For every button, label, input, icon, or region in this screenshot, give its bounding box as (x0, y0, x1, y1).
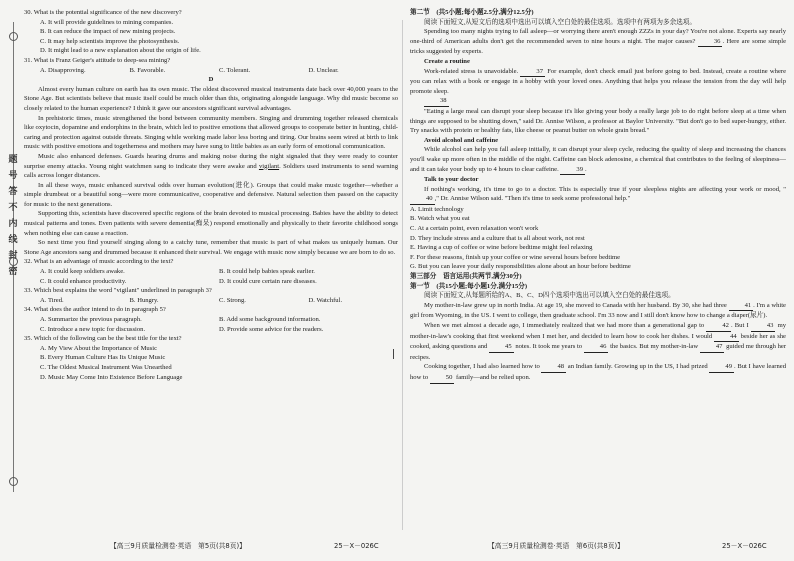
text: family—and be relied upon. (456, 373, 531, 381)
blank-43[interactable]: 43 (751, 321, 776, 332)
paragraph (24, 152, 398, 181)
text-cursor (393, 349, 394, 359)
left-page (24, 8, 398, 382)
option: D. They include stress and a culture that is all about work, not rest (410, 234, 585, 242)
text: ," Dr. Annise Wilson said. "Then it's time to seek some professional help." (434, 195, 631, 203)
option: C. The Oldest Musical Instrument Was Unearthed (40, 363, 172, 371)
text: If nothing's working, it's time to go to a doctor. This is especially true if your sleepless nights are affecting your work or mood, " (424, 185, 786, 193)
paragraph (410, 145, 786, 175)
option: B. It could help babies speak earlier. (219, 268, 315, 276)
question-31: 31. What is Franz Geiger's attitude to deep-sea mining? (24, 56, 171, 64)
text: My mother-in-law grew up in north India. At age 19, she moved to Canada with her husband. By 30, she had three (424, 301, 727, 309)
footer-right-code: 25－X－026C (722, 542, 767, 550)
text: . I'm a white girl from Wyoming, in the US. I went to college, then graduate school. I'm 33 now and I still don't know how to change a diaper(尿片). (410, 301, 786, 320)
paragraph (410, 301, 786, 321)
part-title: 第三部分 语言运用(共两节,满分30分) (410, 273, 522, 281)
option: D. Music May Come Into Existence Before Language (40, 373, 183, 381)
seal-text (6, 152, 20, 280)
binding-strip (6, 22, 20, 492)
option: C. Strong. (219, 296, 246, 304)
option: A. My View About the Importance of Music (40, 344, 158, 352)
option: B. Every Human Culture Has Its Unique Music (40, 354, 166, 362)
instructions: 阅读下面短文,从每题所给的A、B、C、D四个选项中选出可以填入空白处的最佳选项。 (424, 292, 675, 300)
option: C. It may help scientists improve the photosynthesis. (40, 37, 180, 45)
blank-46[interactable]: 46 (584, 342, 609, 353)
blank-heading-line (410, 96, 786, 107)
option: A. Summarize the previous paragraph. (40, 316, 142, 323)
text: guided me through her recipes. (410, 343, 787, 361)
option-row (24, 325, 398, 335)
option: C. Introduce a new topic for discussion. (40, 325, 146, 333)
underlined-word: vigilant (258, 162, 280, 170)
passage-letter: D (208, 76, 214, 84)
seal-char: 密 (8, 267, 18, 277)
subheading: Create a routine (424, 57, 470, 65)
seal-char: 封 (8, 251, 18, 261)
blank-45[interactable]: 45 (489, 342, 514, 353)
text: . But I have learned how to (410, 363, 786, 381)
text: beside her as she cooked, asking questions and (410, 332, 786, 351)
paragraph (410, 27, 786, 57)
text: . (722, 37, 727, 45)
text: an Indian family. Growing up in the US, I had prized (567, 363, 708, 371)
option: B. Favorable. (129, 66, 166, 74)
option: G. But you can leave your daily responsibilities alone about an hour before bedtime (410, 263, 631, 271)
text: Spending too many nights trying to fall asleep—or worrying there aren't enough ZZZs in your day? You're not alone. Experts say nearly one-third of American adults don't get the recommended seven to nine hours a night. The major causes? (410, 28, 786, 45)
option: A. Limit technology (410, 205, 464, 213)
blank-42[interactable]: 42 (706, 321, 731, 332)
paragraph (410, 67, 786, 97)
page-divider (402, 20, 403, 530)
option-row (24, 296, 398, 306)
paragraph (410, 362, 786, 383)
text: . But I (730, 322, 749, 329)
seal-char: 内 (8, 219, 18, 229)
text: Here are some simple tricks suggested by experts. (410, 37, 786, 56)
option-row (24, 277, 398, 287)
option: C. Tolerant. (219, 66, 251, 74)
seal-char: 线 (8, 235, 18, 245)
option: A. Tired. (40, 296, 64, 304)
option: C. At a certain point, even relaxation won't work (410, 225, 539, 233)
blank-37[interactable]: 37 (520, 67, 545, 78)
option: D. It could cure certain rare diseases. (219, 277, 317, 285)
text: . Soldiers used instruments to send warning calls across longer distances. (24, 162, 398, 180)
seal-char: 答 (8, 187, 18, 197)
blank-41[interactable]: 41 (729, 301, 754, 312)
option: D. Unclear. (308, 66, 339, 74)
option: B. Watch what you eat (410, 215, 470, 223)
seal-char: 题 (8, 155, 18, 165)
footer-right-title: 【高三9月质量检测卷·英语 第6页(共8页)】 (488, 542, 624, 550)
option: D. Watchful. (308, 296, 343, 304)
question-33: 33. Which best explains the word "vigilant" underlined in paragraph 3? (24, 287, 212, 295)
text: my mother-in-law's cooking that first weekend when I met her, and decided to learn how to cook her dishes. I would (410, 322, 786, 340)
text: When we met almost a decade ago, I immediately realized that we had more than a generational gap to (424, 322, 705, 329)
blank-44[interactable]: 44 (714, 332, 739, 343)
text: Music also enhanced defenses. Guards hearing drums and making noise during the night signaled that they were ready to counter surprise enemy attacks. Young night watchmen sang to indicate they were awake and (24, 152, 398, 170)
text: the basics. But my mother-in-law (610, 343, 699, 351)
blank-36[interactable]: 36 (698, 37, 723, 48)
blank-50[interactable]: 50 (430, 373, 455, 384)
binding-hole (9, 477, 18, 486)
option: A. Disapproving. (40, 66, 86, 74)
blank-47[interactable]: 47 (700, 342, 725, 353)
paragraph: So next time you find yourself singing along to a catchy tune, remember that music is part of what makes us uniquely human. Our Stone Age ancestors sang and drummed because it enhanced their survival. We engage with music now simply because we are born to do so. (24, 239, 398, 256)
paragraph: Almost every human culture on earth has its own music. The oldest discovered musical instruments date back over 40,000 years to the Stone Age. But scientists believe that music itself could be much older than this, originating alongside language. Why did music become so closely related to the human experience? I think it gave our ancestors significant survival advantages. (24, 85, 398, 112)
binding-hole (9, 32, 18, 41)
subheading: Avoid alcohol and caffeine (424, 136, 499, 144)
paragraph: In prehistoric times, music strengthened the bond between community members. Singing and drumming together released chemicals like oxytocin, dopamine and endorphins in the brain, which led to positive emotions that allowed groups to cooperate better in hunting, child-caring and protection against outside threats. Singing while working made labor less boring and tiring. Our brains seem wired at birth to link music with positive emotions and togetherness and mothers may have sung to little babies as an early form of emotional communication. (24, 114, 398, 151)
text: . (585, 165, 587, 173)
question-34: 34. What does the author intend to do in paragraph 5? (24, 306, 166, 314)
option: F. For these reasons, finish up your coffee or wine several hours before bedtime (410, 253, 621, 261)
instructions: 阅读下面短文,从短文后的选项中选出可以填入空白处的最佳选项。选项中有两项为多余选项。 (424, 18, 696, 26)
question-32: 32. What is an advantage of music according to the text? (24, 258, 174, 266)
paragraph (410, 185, 786, 205)
subheading: Talk to your doctor (424, 176, 479, 184)
option: B. Add some background information. (219, 316, 321, 323)
text: For example, don't check email just before going to bed. Instead, create a routine where you can relax with a book or engage in a hobby with your loved ones. Anything that helps you release the tension from the day will help promote sleep. (410, 67, 787, 95)
seal-char: 不 (8, 203, 18, 213)
paragraph: "Eating a large meal can disrupt your sleep because it's like giving your body a really large job to do right before sleep at a time when things are supposed to be shutting down," said Dr. Annise Wilson, a professor at Baylor University. "But don't go to bed super-hungry, either. Try snacks with protein or healthy fats, like cheese or peanut butter on whole grain bread." (410, 107, 786, 135)
right-page (410, 8, 786, 384)
seal-char: 号 (8, 171, 18, 181)
blank-48[interactable]: 48 (541, 362, 566, 373)
question-30: 30. What is the potential significance of the new discovery? (24, 9, 182, 16)
option: E. Having a cup of coffee or wine before bedtime might feel relaxing (410, 244, 593, 252)
option: C. It could enhance productivity. (40, 277, 127, 285)
option: A. It could keep soldiers awake. (40, 268, 125, 276)
paragraph: Supporting this, scientists have discovered specific regions of the brain devoted to musical processing. Babies have the ability to detect musical patterns and tones. Even patients with severe dementia(痴呆) respond emotionally and physically to their favorite childhood songs when nothing else can cause a reaction. (24, 210, 398, 237)
option: D. Provide some advice for the readers. (219, 325, 324, 333)
text: notes. It took me years to (515, 343, 583, 351)
option-row (24, 315, 398, 325)
paragraph (410, 321, 786, 362)
paragraph: In all these ways, music enhanced survival odds over human evolution(进化). Groups that could make music together—whether a simple drumbeat or a beautiful song—were more communicative, cooperative and defensive. Natural selection then passed on the capacity for music to the next generations. (24, 181, 398, 208)
option: B. Hungry. (129, 296, 159, 304)
option: B. It can reduce the impact of new mining projects. (40, 28, 176, 36)
text: Cooking together, I had also learned how to (424, 363, 540, 371)
option-row (24, 267, 398, 277)
text: While alcohol can help you fall asleep initially, it can disrupt your sleep cycle, reducing the quality of sleep and increasing the chances you'll wake up more often in the middle of the night. Caffeine can block adenosine, a chemical that contributes to the feeling of sleepiness—and it can take your body up to 4 hours to clear caffeine. (410, 146, 786, 173)
option-row (24, 66, 398, 76)
blank-40[interactable]: 40 (410, 194, 435, 205)
text: Work-related stress is unavoidable. (424, 67, 519, 75)
section-title: 第一节 (共15小题;每小题1分,满分15分) (410, 282, 528, 290)
question-35: 35. Which of the following can be the best title for the text? (24, 335, 182, 343)
footer-left-title: 【高三9月质量检测卷·英语 第5页(共8页)】 (110, 542, 246, 550)
blank-39[interactable]: 39 (560, 165, 585, 176)
option: D. It might lead to a new explanation about the origin of life. (40, 47, 201, 55)
blank-49[interactable]: 49 (709, 362, 734, 373)
option: A. It will provide guidelines to mining companies. (40, 18, 174, 26)
footer-left-code: 25－X－026C (334, 542, 379, 550)
blank-38[interactable]: 38 (424, 96, 449, 107)
section-title: 第二节 (共5小题;每小题2.5分,满分12.5分) (410, 9, 534, 16)
